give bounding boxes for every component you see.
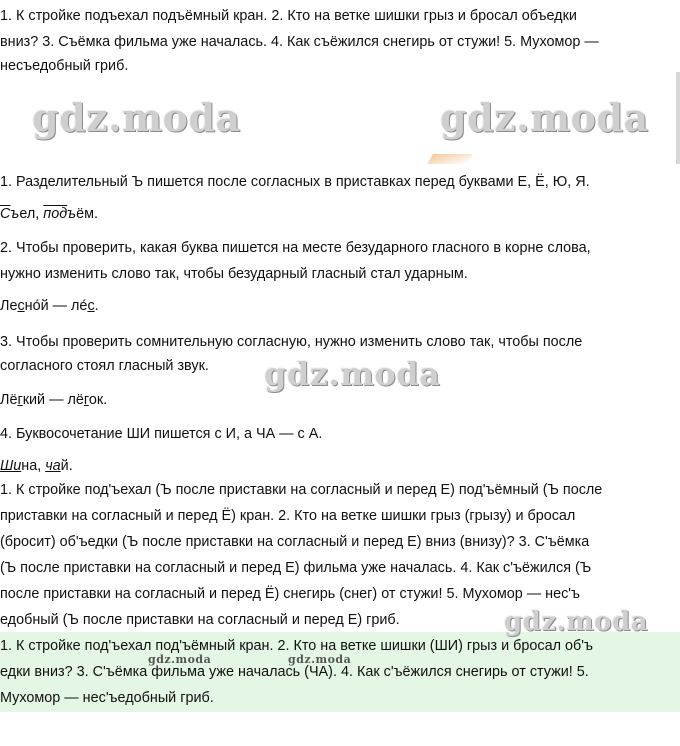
analysis-line-6: едобный (Ъ после приставки на согласный и перед Е) гриб. (0, 612, 400, 628)
final-line-1: 1. К стройке под'ъехал под'ъёмный кран. 2. Кто на ветке шишки (ШИ) грыз и бросал об'ъ (0, 638, 593, 654)
analysis-line-5: после приставки на согласный и перед Ё) снегирь (снег) от стужи! 5. Мухомор — нес'ъ (0, 586, 581, 602)
decorative-stroke (427, 154, 473, 164)
final-line-3: Мухомор — нес'ъедобный гриб. (0, 690, 214, 706)
watermark-logo: gdz.moda (264, 355, 441, 393)
rule-4-example: Шина, чай. (0, 458, 73, 474)
analysis-line-4: (Ъ после приставки на согласный и перед Е) фильма уже началась. 4. Как с'ъёжился (Ъ (0, 560, 592, 576)
rule-4: 4. Буквосочетание ШИ пишется с И, а ЧА — с А. (0, 426, 323, 442)
rule-2-example: Лесно́й — ле́с. (0, 298, 99, 314)
rule-1-example: Съел, подъём. (0, 206, 99, 222)
watermark-logo: gdz.moda (32, 95, 241, 140)
rule-3-example: Лёгкий — лёгок. (0, 392, 108, 408)
scrollbar[interactable] (676, 72, 680, 164)
rule-3-line-1: 3. Чтобы проверить сомнительную согласную, нужно изменить слово так, чтобы после (0, 334, 583, 350)
rule-1: 1. Разделительный Ъ пишется после согласных в приставках перед буквами Е, Ё, Ю, Я. (0, 174, 590, 190)
watermark-logo: gdz.moda (504, 607, 649, 637)
rule-2-line-1: 2. Чтобы проверить, какая буква пишется на месте безударного гласного в корне слова, (0, 240, 591, 256)
analysis-line-3: (бросит) об'ъедки (Ъ после приставки на согласный и перед Е) вниз (внизу)? 3. С'ъёмка (0, 534, 590, 550)
watermark-logo-small: gdz.moda (148, 653, 212, 666)
task-line-2: вниз? 3. Съёмка фильма уже началась. 4. Как съёжился снегирь от стужи! 5. Мухомор — (0, 34, 599, 50)
rule-3-line-2: согласного стоял гласный звук. (0, 358, 209, 374)
rule-2-line-2: нужно изменить слово так, чтобы безударный гласный стал ударным. (0, 266, 468, 282)
final-line-2: едки вниз? 3. С'ъёмка фильма уже началась (ЧА). 4. Как с'ъёжился снегирь от стужи! 5. (0, 664, 589, 680)
analysis-line-1: 1. К стройке под'ъехал (Ъ после приставки на согласный и перед Е) под'ъёмный (Ъ после (0, 482, 603, 498)
watermark-logo: gdz.moda (440, 95, 649, 140)
task-line-3: несъедобный гриб. (0, 58, 129, 74)
task-line-1: 1. К стройке подъехал подъёмный кран. 2. Кто на ветке шишки грыз и бросал объедки (0, 8, 577, 24)
watermark-logo-small: gdz.moda (288, 653, 352, 666)
analysis-line-2: приставки на согласный и перед Ё) кран. 2. Кто на ветке шишки грыз (грызу) и бросал (0, 508, 576, 524)
